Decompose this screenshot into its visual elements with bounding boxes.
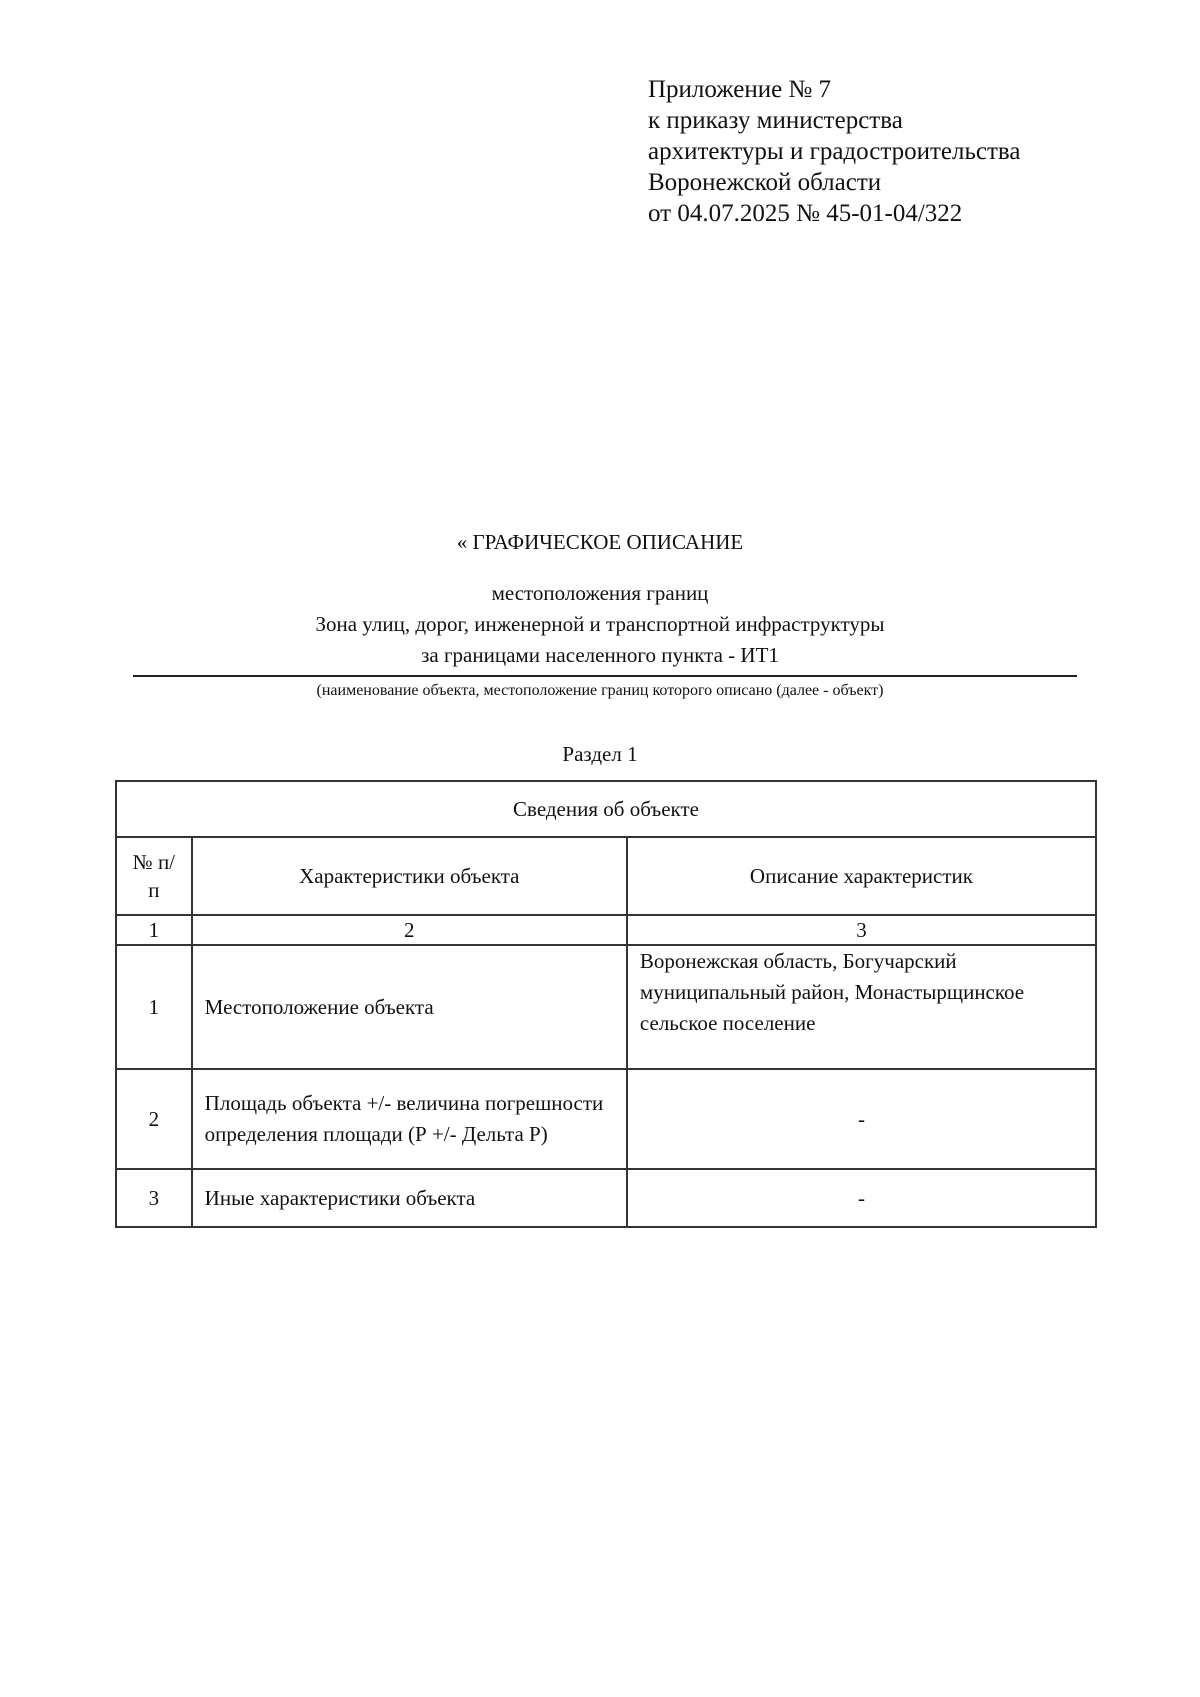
object-info-table <box>115 780 1097 1228</box>
table-heading: Сведения об объекте <box>116 781 1096 837</box>
table-row <box>116 945 1096 1069</box>
column-number: 1 <box>116 915 192 945</box>
document-title: « ГРАФИЧЕСКОЕ ОПИСАНИЕ <box>456 530 744 554</box>
column-header-description: Описание характеристик <box>627 837 1096 915</box>
table-row <box>116 1169 1096 1227</box>
appendix-line-3: архитектуры и градостроительства <box>648 138 1021 165</box>
row-number: 2 <box>116 1069 192 1169</box>
column-header-row <box>116 837 1096 915</box>
section-label: Раздел 1 <box>562 742 638 766</box>
subtitle-line-1: местоположения границ <box>491 581 709 605</box>
table-row <box>116 1069 1096 1169</box>
appendix-line-2: к приказу министерства <box>648 107 903 134</box>
appendix-header <box>648 74 1020 229</box>
object-name-caption: (наименование объекта, местоположение границ которого описано (далее - объект) <box>316 682 884 699</box>
underline-rule <box>133 675 1077 677</box>
subtitle-line-3: за границами населенного пункта - ИТ1 <box>421 643 779 667</box>
table-heading-row <box>116 781 1096 837</box>
row-description: - <box>627 1169 1096 1227</box>
subtitle-line-2: Зона улиц, дорог, инженерной и транспортной инфраструктуры <box>315 612 885 636</box>
column-number: 3 <box>627 915 1096 945</box>
row-characteristic: Иные характеристики объекта <box>192 1169 627 1227</box>
appendix-line-5: от 04.07.2025 № 45-01-04/322 <box>648 200 963 227</box>
column-header-characteristic: Характеристики объекта <box>192 837 627 915</box>
row-characteristic: Площадь объекта +/- величина погрешности определения площади (Р +/- Дельта Р) <box>192 1069 627 1169</box>
appendix-line-4: Воронежской области <box>648 169 882 196</box>
row-description: Воронежская область, Богучарский муниципальный район, Монастырщинское сельское поселение <box>627 945 1096 1069</box>
row-number: 1 <box>116 945 192 1069</box>
column-number-row <box>116 915 1096 945</box>
column-number: 2 <box>192 915 627 945</box>
document-subtitle <box>0 578 1200 671</box>
row-number: 3 <box>116 1169 192 1227</box>
appendix-line-1: Приложение № 7 <box>648 76 832 103</box>
row-description: - <box>627 1069 1096 1169</box>
column-header-num: № п/п <box>116 837 192 915</box>
row-characteristic: Местоположение объекта <box>192 945 627 1069</box>
